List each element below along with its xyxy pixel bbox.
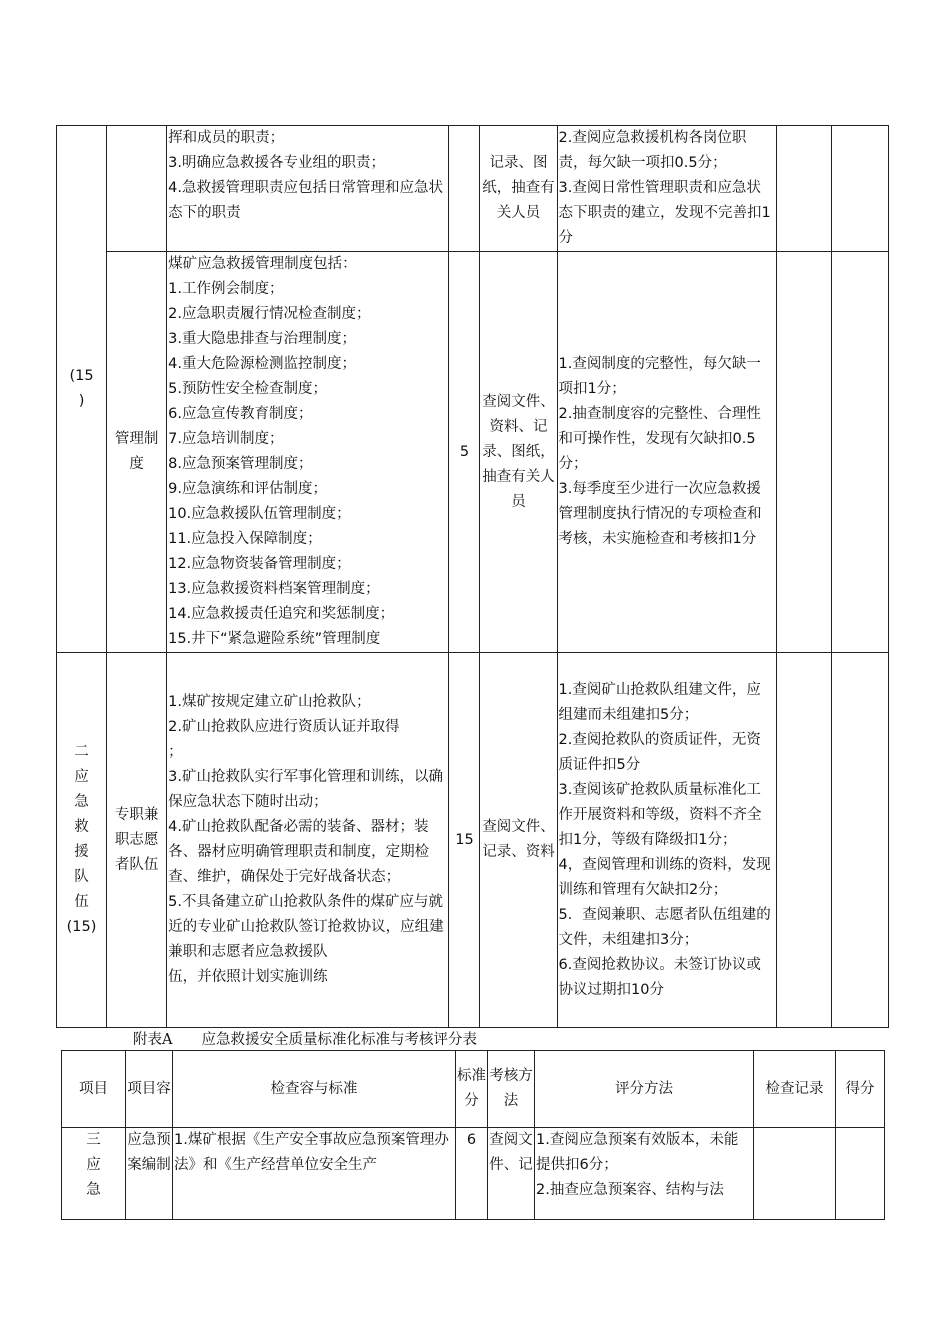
method-cell: 查阅文件、记 bbox=[488, 1128, 535, 1220]
points-cell bbox=[831, 252, 888, 653]
header-method: 考核方法 bbox=[488, 1051, 535, 1128]
item-content-cell: 应急预案编制 bbox=[126, 1128, 173, 1220]
project-cell-3: 三 应 急 bbox=[62, 1128, 126, 1220]
header-record: 检查记录 bbox=[754, 1051, 836, 1128]
method-cell: 查阅文件、资料、记录、图纸，抽查有关人员 bbox=[480, 252, 557, 653]
project-cell-1: (15 ) bbox=[57, 126, 107, 653]
record-cell bbox=[754, 1128, 836, 1220]
header-row bbox=[62, 1051, 885, 1128]
standard-table-continued bbox=[56, 125, 889, 1028]
score-cell: 6 bbox=[456, 1128, 488, 1220]
header-item-content: 项目容 bbox=[126, 1051, 173, 1128]
points-cell bbox=[836, 1128, 885, 1220]
content-cell: 挥和成员的职责； 3.明确应急救援各专业组的职责； 4.急救援管理职责应包括日常管理和应急状态下的职责 bbox=[167, 126, 449, 252]
header-points: 得分 bbox=[836, 1051, 885, 1128]
scoring-cell: 2.查阅应急救援机构各岗位职责，每欠缺一项扣0.5分； 3.查阅日常性管理职责和应急状态下职责的建立，发现不完善扣1分 bbox=[557, 126, 776, 252]
item-content-cell bbox=[107, 126, 167, 252]
item-content-cell: 管理制度 bbox=[107, 252, 167, 653]
header-score: 标准分 bbox=[456, 1051, 488, 1128]
scoring-cell: 1.查阅应急预案有效版本，未能提供扣6分； 2.抽查应急预案容、结构与法 bbox=[535, 1128, 754, 1220]
project-cell-2: 二 应 急 救 援 队 伍 (15) bbox=[57, 653, 107, 1028]
header-project: 项目 bbox=[62, 1051, 126, 1128]
score-cell: 15 bbox=[449, 653, 480, 1028]
header-content: 检查容与标准 bbox=[173, 1051, 456, 1128]
content-cell: 煤矿应急救援管理制度包括： 1.工作例会制度； 2.应急职责履行情况检查制度； 3.重大隐患排查与治理制度； 4.重大危险源检测监控制度； 5.预防性安全检查制度； 6.应急宣传教育制度； 7.应急培训制度； 8.应急预案管理制度； 9.应急演练和评估制度； 10.应急救援队伍管理制度； 11.应急投入保障制度； 12.应急物资装备管理制度； 13.应急救援资料档案管理制度； 14.应急救援责任追究和奖惩制度； 15.井下“紧急避险系统”管理制度 bbox=[167, 252, 449, 653]
record-cell bbox=[776, 126, 831, 252]
table-caption: 附表A 应急救援安全质量标准化标准与考核评分表 bbox=[133, 1032, 477, 1048]
record-cell bbox=[776, 653, 831, 1028]
standard-table-new bbox=[61, 1050, 885, 1220]
method-cell: 记录、图纸，抽查有关人员 bbox=[480, 126, 557, 252]
record-cell bbox=[776, 252, 831, 653]
table-row bbox=[62, 1128, 885, 1220]
score-cell: 5 bbox=[449, 252, 480, 653]
method-cell: 查阅文件、记录、资料 bbox=[480, 653, 557, 1028]
points-cell bbox=[831, 126, 888, 252]
item-content-cell: 专职兼职志愿者队伍 bbox=[107, 653, 167, 1028]
content-cell: 1.煤矿按规定建立矿山抢救队； 2.矿山抢救队应进行资质认证并取得 ； 3.矿山抢救队实行军事化管理和训练，以确保应急状态下随时出动； 4.矿山抢救队配备必需的装备、器材；装各、器材应明确管理职责和制度，定期检查、维护，确保处于完好战备状态； 5.不具备建立矿山抢救队条件的煤矿应与就近的专业矿山抢救队签订抢救协议，应组建兼职和志愿者应急救援队 伍，并依照计划实施训练 bbox=[167, 653, 449, 1028]
header-scoring: 评分方法 bbox=[535, 1051, 754, 1128]
points-cell bbox=[831, 653, 888, 1028]
content-cell: 1.煤矿根据《生产安全事故应急预案管理办法》和《生产经营单位安全生产 bbox=[173, 1128, 456, 1220]
scoring-cell: 1.查阅制度的完整性，每欠缺一项扣1分； 2.抽查制度容的完整性、合理性和可操作性，发现有欠缺扣0.5分； 3.每季度至少进行一次应急救援管理制度执行情况的专项检查和考核，未实施检查和考核扣1分 bbox=[557, 252, 776, 653]
scoring-cell: 1.查阅矿山抢救队组建文件，应组建而未组建扣5分； 2.查阅抢救队的资质证件，无资质证件扣5分 3.查阅该矿抢救队质量标准化工作开展资料和等级，资料不齐全扣1分，等级有降级扣1分； 4，查阅管理和训练的资料，发现训练和管理有欠缺扣2分； 5．查阅兼职、志愿者队伍组建的文件，未组建扣3分； 6.查阅抢救协议。未签订协议或协议过期扣10分 bbox=[557, 653, 776, 1028]
score-cell bbox=[449, 126, 480, 252]
